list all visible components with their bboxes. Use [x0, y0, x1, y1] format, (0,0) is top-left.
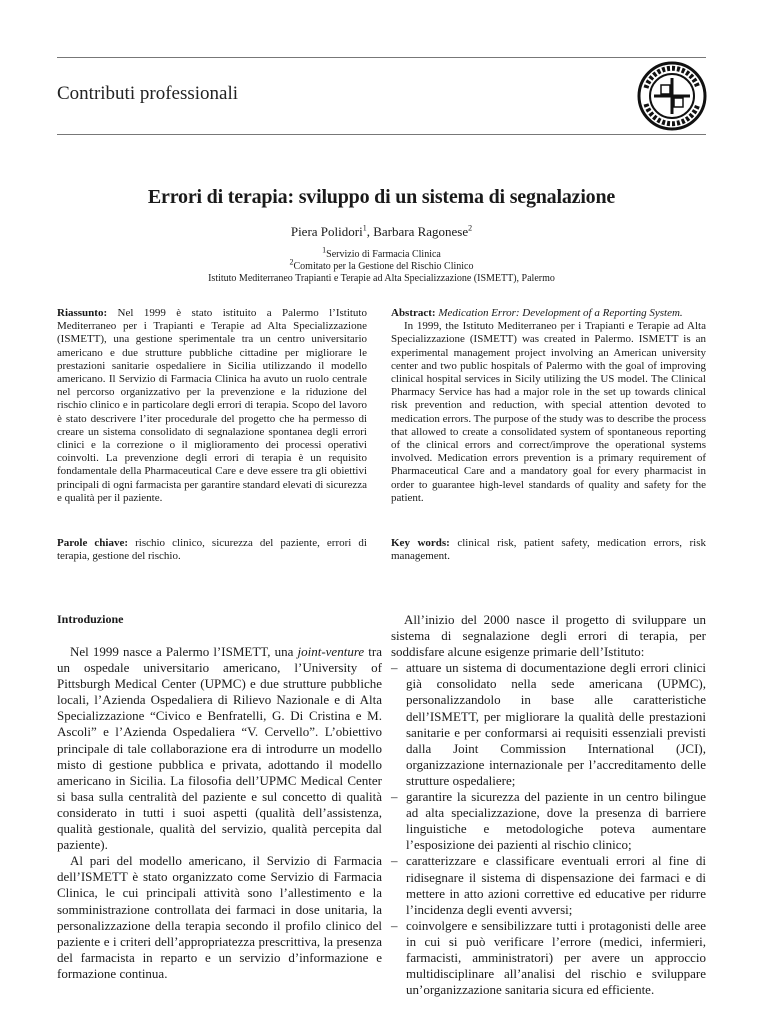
key-words-label: Key words: [391, 537, 450, 549]
abstract-title: Medication Error: Development of a Reporting System. [435, 307, 683, 319]
parole-chiave [57, 537, 367, 563]
intro-heading: Introduzione [57, 612, 124, 626]
author-2: , Barbara Ragonese [366, 224, 469, 239]
affiliation-1: $^1$Servizio di Farmacia Clinica [322, 245, 441, 260]
header-rule [57, 134, 706, 135]
riassunto-label: Riassunto: [57, 307, 108, 319]
top-rule [57, 57, 706, 58]
affiliation-2: $^2$Comitato per la Gestione del Rischio Clinico [289, 257, 474, 272]
list-item: – caratterizzare e classificare eventuali errori al fine di ridisegnare il sistema di dispensazione dei farmaci e di mettere in atto azioni correttive ed educative per ridurre l’incidenza degli eventi avversi; [391, 853, 706, 917]
parole-chiave-label: Parole chiave: [57, 537, 129, 549]
right-body [391, 612, 706, 998]
abstract-label: Abstract: [391, 307, 436, 319]
affiliation-3: Istituto Mediterraneo Trapianti e Terapie ad Alta Specializzazione (ISMETT), Palermo [208, 273, 555, 284]
authors [57, 224, 706, 240]
abstract [391, 307, 706, 505]
key-words-text: clinical risk, patient safety, medication errors, risk management. [391, 537, 706, 563]
section-title: Contributi professionali [57, 83, 239, 104]
key-words [391, 537, 706, 563]
riassunto [57, 307, 367, 505]
intro-body [57, 644, 382, 982]
sifo-logo [636, 60, 708, 132]
paper-title: Errori di terapia: sviluppo di un sistema di segnalazione [147, 186, 616, 208]
author-2-sup: 2 [468, 223, 473, 233]
riassunto-text: Nel 1999 è stato istituito a Palermo l’Istituto Mediterraneo per i Trapianti e Terapie ad Alta Specializzazione (ISMETT), una gestione sperimentale tra un centro universitario americano e due strutture pubbliche cittadine per migliorare le prestazioni sanitarie ospedaliere in Sicilia utilizzando il modello americano. Il Servizio di Farmacia Clinica ha avuto un ruolo centrale nel percorso organizzativo per la prevenzione e la riduzione del rischio clinico e in particolare degli errori di terapia. Scopo del lavoro è stato descrivere l’iter procedurale del progetto che ha permesso di creare un sistema consolidato di segnalazione spontanea degli errori clinici e la correzione o il miglioramento dei processi operativi coinvolti. La prevenzione degli errori di terapia è un requisito fondamentale della Pharmaceutical Care e deve essere tra gli obiettivi principali di ogni farmacista per garantire standard elevati di sicurezza e qualità per il paziente. [57, 307, 367, 504]
right-paragraph-1: All’inizio del 2000 nasce il progetto di sviluppare un sistema di segnalazione degli errori di terapia, per soddisfare alcune esigenze primarie dell’Istituto: [391, 612, 706, 660]
list-item: – coinvolgere e sensibilizzare tutti i protagonisti delle aree in cui si può verificare l’errore (medici, infermieri, farmacisti, amministratori) per avere un approccio multidisciplinare all’analisi del rischio e sviluppare un’organizzazione sanitaria sicura ed efficiente. [391, 917, 706, 998]
intro-paragraph-2: Al pari del modello americano, il Servizio di Farmacia dell’ISMETT è stato organizzato come Servizio di Farmacia Clinica, le cui principali attività sono l’allestimento e la somministrazione controllata dei farmaci in dose unitaria, la personalizzazione della terapia secondo il profilo clinico del paziente e i criteri dell’appropriatezza prescrittiva, la presenza del farmacista in reparto e un servizio d’informazione e formazione continua. [57, 853, 382, 981]
list-item: – attuare un sistema di documentazione degli errori clinici già consolidato nella sede americana (UPMC), personalizzandolo in base alle caratteristiche dell’ISMETT, per migliorare la qualità delle prestazioni sanitarie e per conformarsi ai requisiti essenziali previsti dalla Joint Commission International (JCI), organizzazione internazionale per l’accreditamento delle strutture ospedaliere; [391, 660, 706, 788]
abstract-text: In 1999, the Istituto Mediterraneo per i Trapianti e Terapie ad Alta Specializzazione (ISMETT) was created in Palermo. ISMETT is an experimental management project involving an American university center and two public hospitals of Palermo with the goal of improving clinical hospital services in Sicily utilizing the US model. The Clinical Pharmacy Service has had a major role in the set up towards clinical risk prevention and reduction, with special attention devoted to medication errors. The purpose of the study was to describe the process that allowed to create a consolidated system of spontaneous reporting of the clinical errors and correct/improve the operational systems involved. Medication errors prevention is a primary requirement of Pharmaceutical Care and a mandatory goal for every pharmacist in order to guarantee high-level standards of quality and safety for the patient. [391, 320, 706, 504]
author-1-sup: 1 [362, 223, 367, 233]
intro-paragraph-1: Nel 1999 nasce a Palermo l’ISMETT, una joint-venture tra un ospedale universitario americano, l’University of Pittsburgh Medical Center (UPMC) e due strutture pubbliche locali, l’Azienda Ospedaliera di Rilievo Nazionale e di Alta Specializzazione “Civico e Benfratelli, G. Di Cristina e M. Ascoli” e l’Azienda Ospedaliera “V. Cervello”. L’obiettivo principale di tale collaborazione era di introdurre un modello misto di gestione pubblica e privata, adottando il modello americano in Sicilia. La filosofia dell’UPMC Medical Center si basa sulla centralità del paziente e sul concetto di qualità considerato in tutti i suoi aspetti (qualità dell’assistenza, qualità gestionale, qualità del servizio, qualità percepita dal paziente). [57, 644, 382, 853]
list-item: – garantire la sicurezza del paziente in un centro bilingue ad alta specializzazione, dove la presenza di barriere linguistiche e metodologiche poteva aumentare l’esposizione dei pazienti al rischio clinico; [391, 789, 706, 853]
author-1: Piera Polidori [290, 224, 363, 239]
parole-chiave-text: rischio clinico, sicurezza del paziente, errori di terapia, gestione del rischio. [57, 537, 367, 563]
